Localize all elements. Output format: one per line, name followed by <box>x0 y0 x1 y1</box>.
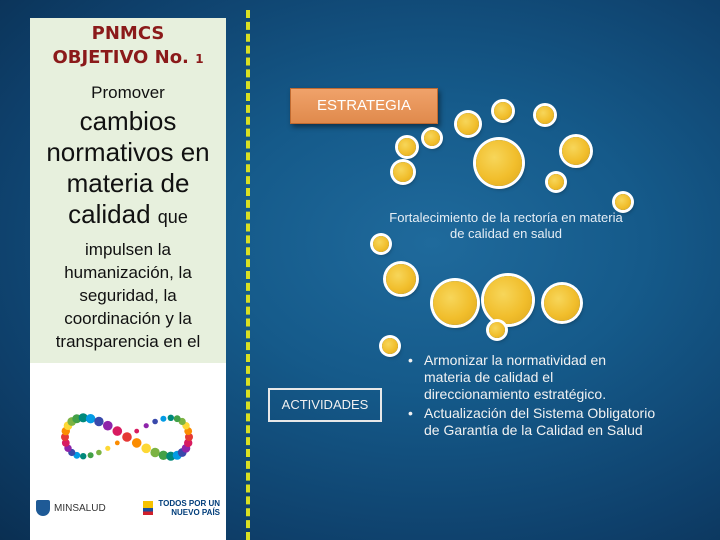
activities-label-box: ACTIVIDADES <box>268 388 382 422</box>
todos-line-2: NUEVO PAÍS <box>171 508 220 517</box>
title-objective-number: 1 <box>195 52 204 66</box>
bubble-icon <box>457 113 479 135</box>
logo-dot <box>141 444 151 454</box>
todos-line-1: TODOS POR UN <box>158 499 220 508</box>
logo-dot <box>125 435 129 439</box>
bubble-icon <box>382 338 398 354</box>
logo-dot <box>144 423 149 428</box>
activity-item: • Actualización del Sistema Obligatorio de Garantía de la Calidad en Salud <box>406 405 656 439</box>
logo-dot <box>134 429 139 434</box>
title-line-1: PNMCS <box>91 23 165 44</box>
bubble-icon <box>548 174 564 190</box>
strategy-description: Fortalecimiento de la rectoría en materia de calidad en salud <box>389 210 623 241</box>
todos-por-un-nuevo-pais-logo <box>143 499 220 517</box>
minsalud-logo <box>36 500 106 516</box>
title-line-2 <box>30 46 226 71</box>
logo-dot <box>96 450 102 456</box>
bubble-icon <box>489 322 505 338</box>
infinity-dots-logo <box>52 399 202 479</box>
objective-text-promover: Promover <box>91 83 165 102</box>
objective-text-main <box>30 106 226 233</box>
bubble-icon <box>494 102 512 120</box>
logo-dot <box>80 453 86 459</box>
logo-dot <box>94 417 103 426</box>
logo-dot <box>132 438 142 448</box>
objective-text-que: que <box>157 207 188 227</box>
minsalud-label: MINSALUD <box>54 502 106 514</box>
title-objective-label: OBJETIVO No. <box>52 47 189 68</box>
logo-dot <box>113 426 123 436</box>
bubble-icon <box>386 264 416 294</box>
logo-dot <box>86 414 95 423</box>
bubble-icon <box>398 138 416 156</box>
activity-item: • Armonizar la normatividad en materia de calidad el direccionamiento estratégico. <box>406 352 656 403</box>
coat-of-arms-icon <box>36 500 50 516</box>
objective-title <box>30 22 226 71</box>
logo-dot <box>105 446 110 451</box>
logo-box <box>30 363 226 540</box>
logo-dot <box>152 419 158 425</box>
bubble-icon <box>615 194 631 210</box>
activities-list <box>406 352 656 441</box>
dashed-divider <box>246 10 256 540</box>
flag-icon <box>143 501 153 515</box>
objective-panel <box>30 18 226 540</box>
logo-dot <box>88 452 94 458</box>
objective-text-rest: impulsen la humanización, la seguridad, la coordinación y la transparencia en el <box>55 240 201 351</box>
logo-dot <box>103 421 113 431</box>
logo-dot <box>174 415 181 422</box>
bubble-icon <box>393 162 413 182</box>
logo-dot <box>115 441 120 446</box>
logo-dot <box>168 415 174 421</box>
logo-dot <box>150 448 159 457</box>
bubble-icon <box>433 281 477 325</box>
bubble-icon <box>536 106 554 124</box>
logo-dot <box>160 416 166 422</box>
bubble-icon <box>424 130 440 146</box>
bubble-icon <box>484 276 532 324</box>
bubble-icon <box>544 285 580 321</box>
logos-row <box>30 485 226 531</box>
strategy-label-box: ESTRATEGIA <box>290 88 438 124</box>
bubble-icon <box>476 140 522 186</box>
bubble-icon <box>562 137 590 165</box>
objective-text-cambios: cambios normativos en materia de calidad <box>46 106 210 229</box>
